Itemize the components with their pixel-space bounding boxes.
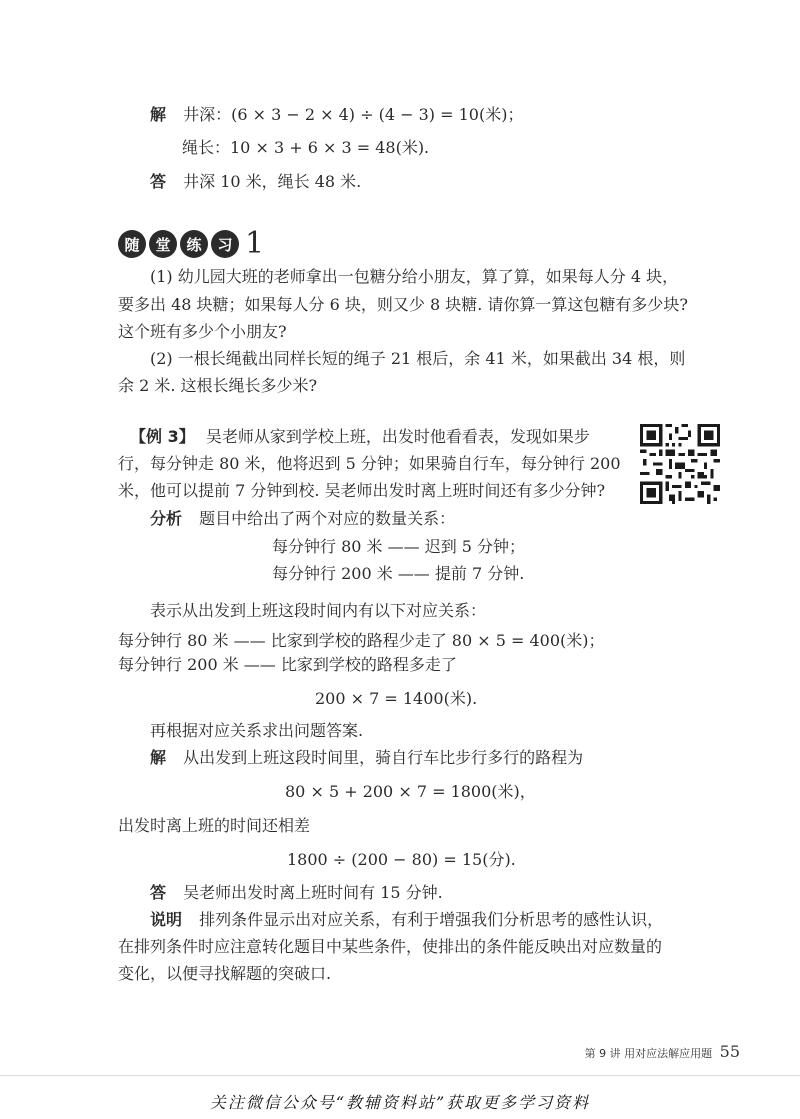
practice-q2-line-2: 余 2 米. 这根长绳长多少米? bbox=[118, 376, 318, 395]
analysis-text-3: 再根据对应关系求出问题答案. bbox=[150, 721, 364, 740]
solution-2-answer-text: 吴老师出发时离上班时间有 15 分钟. bbox=[183, 883, 443, 902]
practice-badge-2: 堂 bbox=[149, 230, 177, 258]
practice-q1-line-2: 要多出 48 块糖；如果每人分 6 块，则又少 8 块糖. 请你算一算这包糖有多少块? bbox=[118, 295, 688, 314]
example-3-text-1: 吴老师从家到学校上班，出发时他看看表，发现如果步 bbox=[205, 427, 590, 446]
practice-heading bbox=[118, 227, 264, 261]
watermark-text: 关注微信公众号“教辅资料站”获取更多学习资料 bbox=[209, 1093, 591, 1112]
example-3-line-3: 米，他可以提前 7 分钟到校. 吴老师出发时离上班时间还有多少分钟? bbox=[118, 481, 606, 500]
note-line-3: 变化，以便寻找解题的突破口. bbox=[118, 964, 332, 983]
solution-1-answer bbox=[150, 171, 361, 193]
practice-badge-3: 练 bbox=[180, 230, 208, 258]
solution-1-answer-text: 井深 10 米，绳长 48 米. bbox=[183, 172, 362, 191]
analysis-line-3: 每分钟行 80 米 —— 比家到学校的路程少走了 80 × 5 = 400(米)； bbox=[118, 631, 605, 650]
solution-label: 解 bbox=[150, 105, 167, 124]
analysis-relation-2: 每分钟行 200 米 —— 提前 7 分钟. bbox=[272, 564, 525, 583]
example-label: 【例 3】 bbox=[130, 427, 195, 446]
page-footer bbox=[520, 1044, 740, 1062]
solution-2-answer bbox=[150, 882, 443, 904]
chapter-title: 第 9 讲 用对应法解应用题 bbox=[584, 1047, 713, 1060]
answer-label: 答 bbox=[150, 172, 167, 191]
analysis-label: 分析 bbox=[150, 509, 183, 528]
solution-label: 解 bbox=[150, 748, 167, 767]
analysis-formula-1: 200 × 7 = 1400(米). bbox=[315, 689, 478, 708]
footer-divider bbox=[0, 1075, 800, 1076]
page-number: 55 bbox=[719, 1042, 740, 1061]
analysis-intro: 题目中给出了两个对应的数量关系： bbox=[199, 509, 456, 528]
example-3-line-1 bbox=[130, 426, 590, 448]
example-3-line-2: 行，每分钟走 80 米，他将迟到 5 分钟；如果骑自行车，每分钟行 200 bbox=[118, 454, 621, 473]
solution-1-text-1: 井深：(6 × 3 − 2 × 4) ÷ (4 − 3) = 10(米)； bbox=[183, 105, 524, 124]
note-line-2: 在排列条件时应注意转化题目中某些条件，使排出的条件能反映出对应数量的 bbox=[118, 937, 663, 956]
analysis-line-4: 每分钟行 200 米 —— 比家到学校的路程多走了 bbox=[118, 655, 457, 674]
solution-2-formula-2: 1800 ÷ (200 − 80) = 15(分). bbox=[287, 850, 516, 869]
solution-2-line-1 bbox=[150, 747, 583, 769]
solution-2-line-2: 出发时离上班的时间还相差 bbox=[118, 816, 311, 835]
practice-badge-1: 随 bbox=[118, 230, 146, 258]
note-text-1: 排列条件显示出对应关系，有利于增强我们分析思考的感性认识， bbox=[199, 910, 664, 929]
solution-2-text-1: 从出发到上班这段时间里，骑自行车比步行多行的路程为 bbox=[183, 748, 584, 767]
practice-number: 1 bbox=[245, 226, 265, 261]
qr-code-icon[interactable] bbox=[640, 424, 720, 504]
solution-1-line-2: 绳长：10 × 3 + 6 × 3 = 48(米). bbox=[182, 138, 430, 157]
practice-q1-line-3: 这个班有多少个小朋友? bbox=[118, 322, 287, 341]
solution-2-formula-1: 80 × 5 + 200 × 7 = 1800(米)， bbox=[285, 782, 536, 801]
answer-label: 答 bbox=[150, 883, 167, 902]
analysis-text-2: 表示从出发到上班这段时间内有以下对应关系： bbox=[150, 601, 487, 620]
practice-q2-line-1: (2) 一根长绳截出同样长短的绳子 21 根后，余 41 米，如果截出 34 根，则 bbox=[150, 349, 686, 368]
note-label: 说明 bbox=[150, 910, 183, 929]
analysis-line-1 bbox=[150, 508, 455, 530]
note-line-1 bbox=[150, 909, 663, 931]
analysis-relation-1: 每分钟行 80 米 —— 迟到 5 分钟； bbox=[272, 537, 526, 556]
practice-q1-line-1: (1) 幼儿园大班的老师拿出一包糖分给小朋友，算了算，如果每人分 4 块， bbox=[150, 267, 679, 286]
solution-1-line-1 bbox=[150, 104, 523, 126]
practice-badge-4: 习 bbox=[211, 230, 239, 258]
